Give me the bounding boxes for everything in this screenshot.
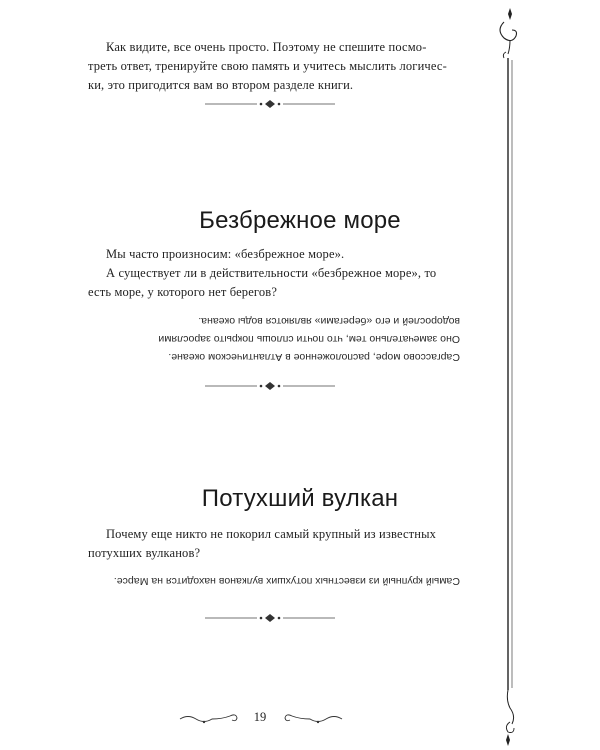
answer-line-1: Самый крупный из известных потухших вулканов находится на Марсе. xyxy=(113,575,460,587)
question-line-1: Почему еще никто не покорил самый крупный из известных xyxy=(106,527,437,541)
ornamental-divider xyxy=(205,379,335,393)
question-line-3: есть море, у которого нет берегов? xyxy=(88,285,278,299)
intro-line-1: Как видите, все очень просто. Поэтому не спешите посмо- xyxy=(106,40,427,54)
section-title-extinct-volcano: Потухший вулкан xyxy=(201,485,399,512)
ornamental-divider xyxy=(205,97,335,111)
answer-line-1: Саргассово море, расположенное в Атлантическом океане. xyxy=(168,351,460,363)
answer-line-2: Оно замечательно тем, что почти сплошь покрыто зарослями xyxy=(158,333,460,345)
section-title-boundless-sea: Безбрежное море xyxy=(199,207,401,234)
answer-upside-down-boundless-sea xyxy=(88,312,460,366)
ornamental-divider xyxy=(205,611,335,625)
answer-upside-down-extinct-volcano xyxy=(88,572,460,590)
question-line-1: Мы часто произносим: «безбрежное море». xyxy=(106,247,345,261)
intro-paragraph xyxy=(88,38,460,95)
question-extinct-volcano xyxy=(88,525,460,563)
question-line-2: А существует ли в действительности «безбрежное море», то xyxy=(106,266,437,280)
intro-line-3: ки, это пригодится вам во втором разделе книги. xyxy=(88,78,354,92)
question-boundless-sea xyxy=(88,245,460,302)
decorative-vertical-border-icon xyxy=(486,0,526,750)
footer-flourish-left-icon xyxy=(178,710,240,726)
footer-flourish-right-icon xyxy=(282,710,344,726)
page-number: 19 xyxy=(253,710,267,724)
answer-line-3: водорослей и его «берегами» являются воды океана. xyxy=(198,315,460,327)
question-line-2: потухших вулканов? xyxy=(88,546,201,560)
intro-line-2: треть ответ, тренируйте свою память и учитесь мыслить логичес- xyxy=(88,59,447,73)
